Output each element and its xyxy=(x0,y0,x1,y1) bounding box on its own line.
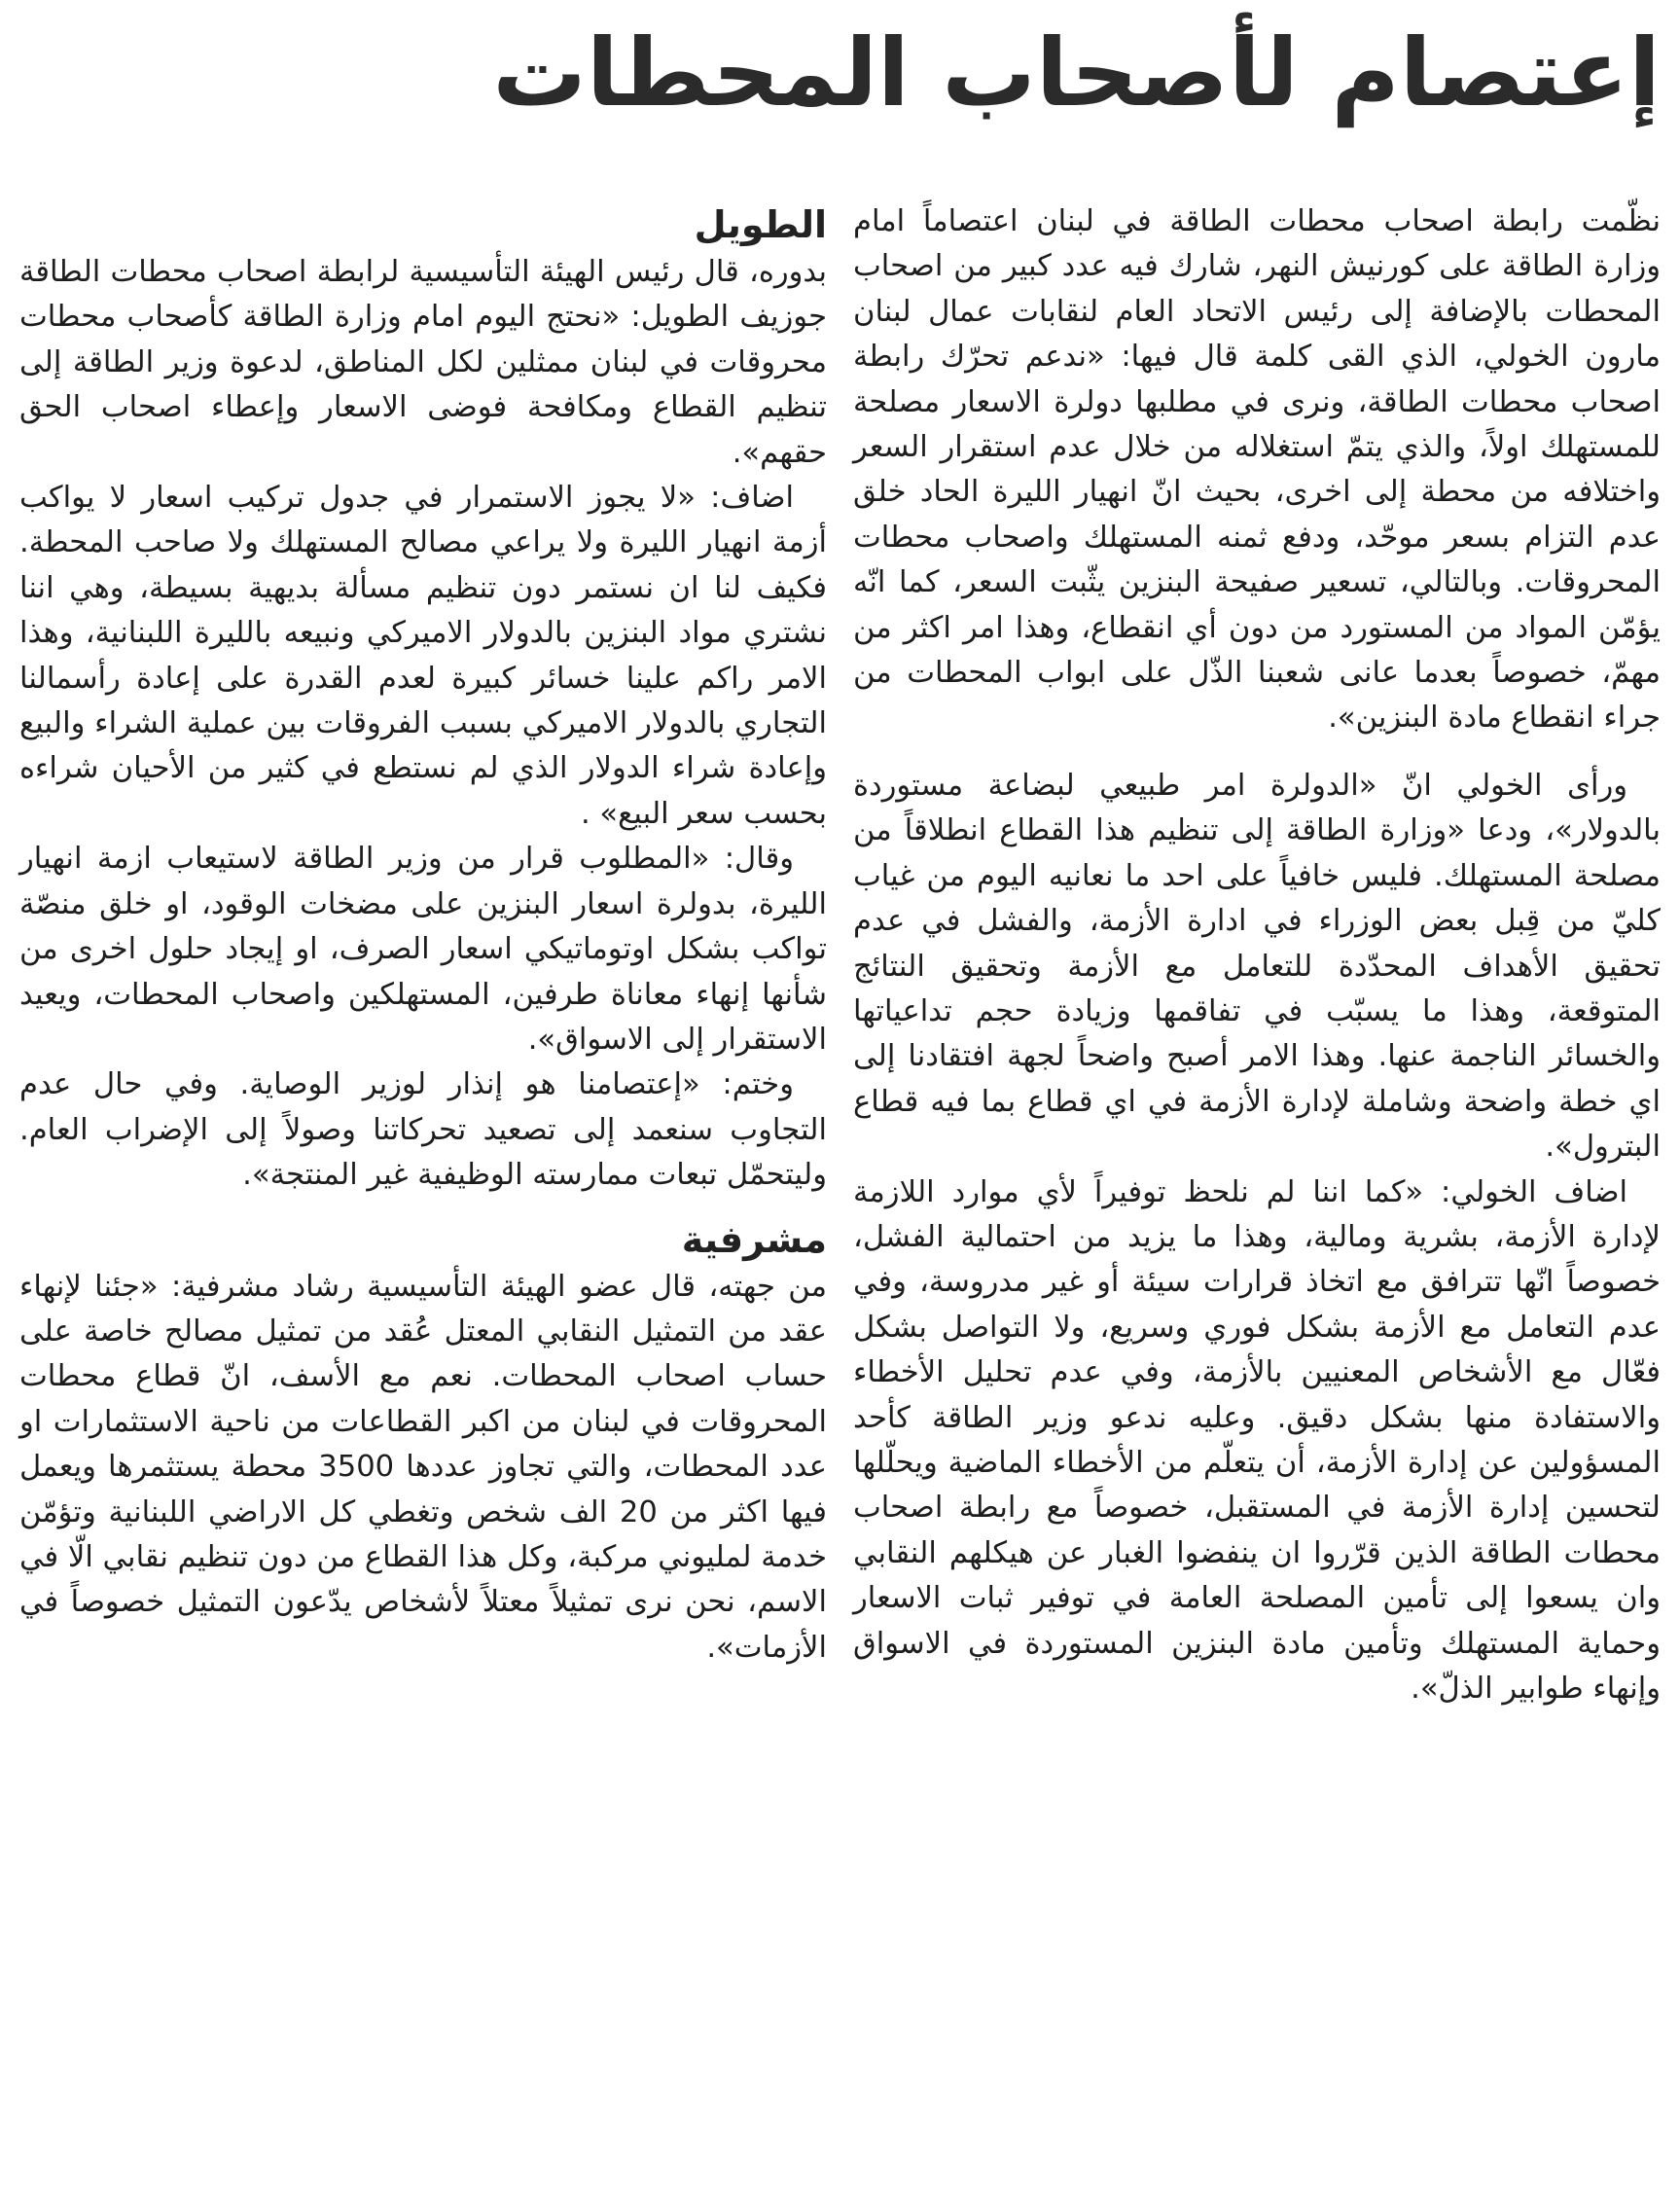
paragraph: وقال: «المطلوب قرار من وزير الطاقة لاستيعاب ازمة انهيار الليرة، بدولرة اسعار البنزين على مضخات الوقود، او خلق منصّة تواكب بشكل اوتوماتيكي اسعار الصرف، او إيجاد حلول اخرى من شأنها إنهاء معاناة طرفين، المستهلكين واصحاب المحطات، ويعيد الاستقرار إلى الاسواق». xyxy=(19,842,827,1057)
paragraph: من جهته، قال عضو الهيئة التأسيسية رشاد مشرفية: «جئنا لإنهاء عقد من التمثيل النقابي المعتل عُقد من تمثيل مصالح خاصة على حساب اصحاب المحطات. نعم مع الأسف، انّ قطاع محطات المحروقات في لبنان من اكبر القطاعات من ناحية الاستثمارات او عدد المحطات، والتي تجاوز عددها 3500 محطة يستثمرها ويعمل فيها اكثر من 20 الف شخص وتغطي كل الاراضي اللبنانية وتؤمّن خدمة لمليوني مركبة، وكل هذا القطاع من دون تنظيم نقابي الّا في الاسم، نحن نرى تمثيلاً معتلاً لأشخاص يدّعون التمثيل خصوصاً في الأزمات». xyxy=(19,1269,828,1665)
paragraph: اضاف الخولي: «كما اننا لم نلحظ توفيراً لأي موارد اللازمة لإدارة الأزمة، بشرية ومالية، وهذا ما يزيد من احتمالية الفشل، خصوصاً انّها تترافق مع اتخاذ قرارات سيئة أو غير مدروسة، وفي عدم التعامل مع الأزمة بشكل فوري وسريع، ولا التواصل بشكل فعّال مع الأشخاص المعنيين بالأزمة، وفي عدم تحليل الأخطاء والاستفادة منها بشكل دقيق. وعليه ندعو وزير الطاقة كأحد المسؤولين عن إدارة الأزمة، أن يتعلّم من الأخطاء الماضية ويحلّلها لتحسين إدارة الأزمة في المستقبل، خصوصاً مع رابطة اصحاب محطات الطاقة الذين قرّروا ان ينفضوا الغبار عن هيكلهم النقابي وان يسعوا إلى تأمين المصلحة العامة في توفير ثبات الاسعار وحماية المستهلك وتأمين مادة البنزين المستوردة في الاسواق وإنهاء طوابير الذلّ». xyxy=(853,1174,1661,1706)
paragraph: اضاف: «لا يجوز الاستمرار في جدول تركيب اسعار لا يواكب أزمة انهيار الليرة ولا يراعي مصالح المستهلك ولا صاحب المحطة. فكيف لنا ان نستمر دون تنظيم مسألة بديهية بسيطة، وهي اننا نشتري مواد البنزين بالدولار الاميركي ونبيعه بالليرة اللبنانية، وهذا الامر راكم علينا خسائر كبيرة لعدم القدرة على إعادة رأسمالنا التجاري بالدولار الاميركي بسبب الفروقات بين عملية الشراء والبيع وإعادة شراء الدولار الذي لم نستطع في كثير من الأحيان شراءه بحسب سعر البيع» . xyxy=(19,481,827,831)
paragraph: وختم: «إعتصامنا هو إنذار لوزير الوصاية. وفي حال عدم التجاوب سنعمد إلى تصعيد تحركاتنا وصولاً إلى الإضراب العام. وليتحمّل تبعات ممارسته الوظيفية غير المنتجة». xyxy=(19,1067,827,1193)
headline: إعتصام لأصحاب المحطات xyxy=(492,18,1661,127)
paragraph: ورأى الخولي انّ «الدولرة امر طبيعي لبضاعة مستوردة بالدولار»، ودعا «وزارة الطاقة إلى تنظيم هذا القطاع انطلاقاً من مصلحة المستهلك. فليس خافياً على احد ما نعانيه اليوم من غياب كليّ من قِبل بعض الوزراء في ادارة الأزمة، والفشل في عدم تحقيق الأهداف المحدّدة للتعامل مع الأزمة وتحقيق النتائج المتوقعة، وهذا ما يسبّب في تفاقمها وزيادة حجم تداعياتها والخسائر الناجمة عنها. وهذا الامر أصبح واضحاً لجهة افتقادنا إلى اي خطة واضحة وشاملة لإدارة الأزمة في اي قطاع بما فيه قطاع البترول». xyxy=(853,768,1661,1165)
paragraph: بدوره، قال رئيس الهيئة التأسيسية لرابطة اصحاب محطات الطاقة جوزيف الطويل: «نحتج اليوم امام وزارة الطاقة كأصحاب محطات محروقات في لبنان ممثلين لكل المناطق، لدعوة وزير الطاقة إلى تنظيم القطاع ومكافحة فوضى الاسعار وإعطاء اصحاب الحق حقهم». xyxy=(19,255,827,470)
article-column-left xyxy=(19,199,827,1671)
subheading-mushrafieh: مشرفية xyxy=(681,1217,827,1261)
paragraph: نظّمت رابطة اصحاب محطات الطاقة في لبنان اعتصاماً امام وزارة الطاقة على كورنيش النهر، شارك فيه عدد كبير من اصحاب المحطات بالإضافة إلى رئيس الاتحاد العام لنقابات عمال لبنان مارون الخولي، الذي القى كلمة قال فيها: «ندعم تحرّك رابطة اصحاب محطات الطاقة، ونرى في مطلبها دولرة الاسعار مصلحة للمستهلك اولاً، والذي يتمّ استغلاله من خلال عدم استقرار السعر واختلافه من محطة إلى اخرى، بحيث انّ انهيار الليرة الحاد خلق عدم التزام بسعر موحّد، ودفع ثمنه المستهلك واصحاب محطات المحروقات. وبالتالي، تسعير صفيحة البنزين يثّبت السعر، كما انّه يؤمّن المواد من المستورد من دون أي انقطاع، وهذا امر اكثر من مهمّ، خصوصاً بعدما عانى شعبنا الذّل على ابواب المحطات من جراء انقطاع مادة البنزين». xyxy=(853,204,1661,736)
subheading-tawil: الطويل xyxy=(694,203,827,246)
article-column-right xyxy=(853,199,1661,1711)
